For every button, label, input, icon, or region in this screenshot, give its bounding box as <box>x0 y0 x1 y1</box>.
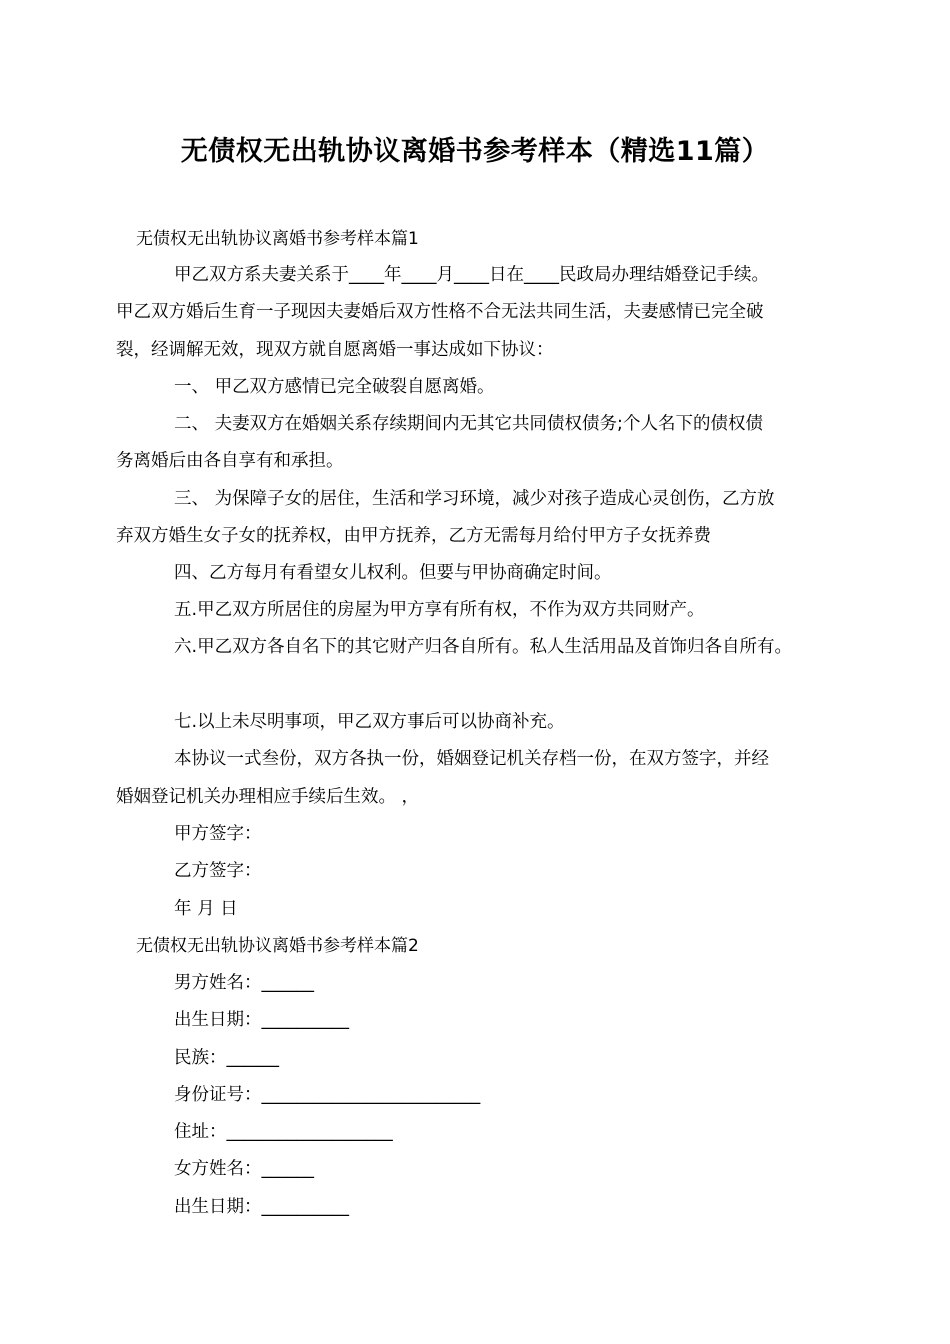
section-1-heading: 无债权无出轨协议离婚书参考样本篇1 <box>136 229 419 249</box>
paragraph-1-line-2: 甲乙双方婚后生育一子现因夫妻婚后双方性格不合无法共同生活，夫妻感情已完全破 <box>116 302 764 322</box>
female-birth-date-field: 出生日期：__________ <box>174 1197 349 1217</box>
party-a-signature: 甲方签字： <box>174 824 262 844</box>
male-name-field: 男方姓名：______ <box>174 973 314 993</box>
clause-3-line-1: 三、 为保障子女的居住，生活和学习环境，减少对孩子造成心灵创伤，乙方放 <box>174 489 775 509</box>
signature-date: 年 月 日 <box>174 899 238 919</box>
clause-1: 一、 甲乙双方感情已完全破裂自愿离婚。 <box>174 377 495 397</box>
clause-5: 五.甲乙双方所居住的房屋为甲方享有所有权，不作为双方共同财产。 <box>174 600 705 620</box>
party-b-signature: 乙方签字： <box>174 861 262 881</box>
clause-2-line-1: 二、 夫妻双方在婚姻关系存续期间内无其它共同债权债务;个人名下的债权债 <box>174 414 763 434</box>
female-name-field: 女方姓名：______ <box>174 1159 314 1179</box>
male-address-field: 住址：___________________ <box>174 1122 393 1142</box>
clause-4: 四、乙方每月有看望女儿权利。但要与甲协商确定时间。 <box>174 563 612 583</box>
paragraph-2-line-1: 本协议一式叁份，双方各执一份，婚姻登记机关存档一份，在双方签字，并经 <box>174 749 769 769</box>
paragraph-1-line-1: 甲乙双方系夫妻关系于____年____月____日在____民政局办理结婚登记手续。 <box>174 265 769 285</box>
paragraph-2-line-2: 婚姻登记机关办理相应手续后生效。 ， <box>116 787 420 807</box>
male-ethnicity-field: 民族：______ <box>174 1048 279 1068</box>
male-id-number-field: 身份证号：_________________________ <box>174 1085 481 1105</box>
clause-6: 六.甲乙双方各自名下的其它财产归各自所有。私人生活用品及首饰归各自所有。 <box>174 637 793 657</box>
clause-2-line-2: 务离婚后由各自享有和承担。 <box>116 451 344 471</box>
document-title: 无债权无出轨协议离婚书参考样本（精选11篇） <box>180 136 770 167</box>
clause-3-line-2: 弃双方婚生女子女的抚养权，由甲方抚养，乙方无需每月给付甲方子女抚养费 <box>116 526 711 546</box>
clause-7: 七.以上未尽明事项，甲乙双方事后可以协商补充。 <box>174 712 565 732</box>
paragraph-1-line-3: 裂，经调解无效，现双方就自愿离婚一事达成如下协议： <box>116 340 554 360</box>
section-2-heading: 无债权无出轨协议离婚书参考样本篇2 <box>136 936 419 956</box>
male-birth-date-field: 出生日期：__________ <box>174 1010 349 1030</box>
